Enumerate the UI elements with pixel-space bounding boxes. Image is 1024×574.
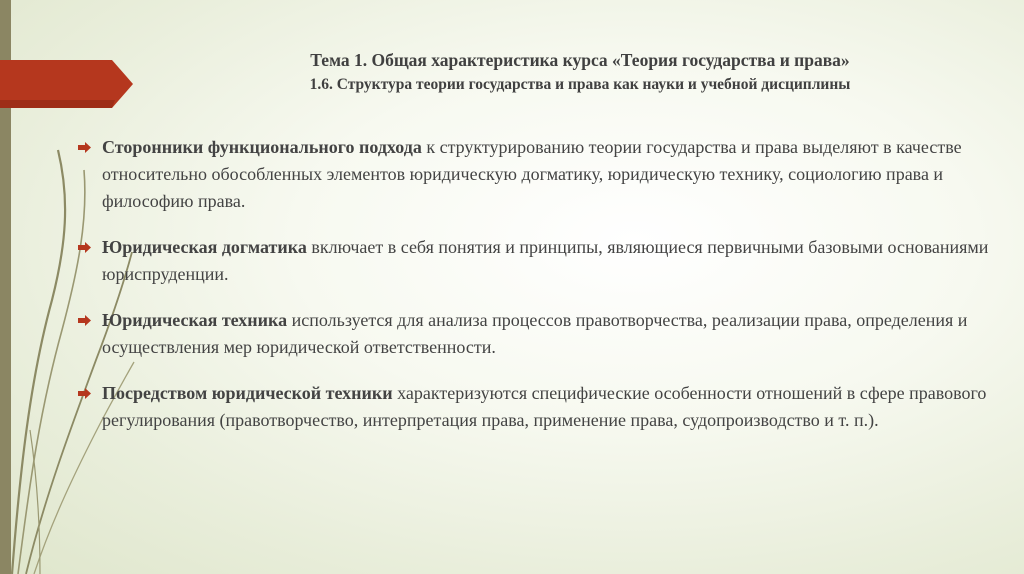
arrow-right-icon [78, 242, 91, 253]
bullet-item [78, 234, 998, 288]
slide-title: Тема 1. Общая характеристика курса «Теория государства и права» [310, 50, 850, 70]
bullet-item [78, 307, 998, 361]
arrow-right-icon [78, 315, 91, 326]
arrow-right-icon [78, 388, 91, 399]
bullet-item [78, 134, 998, 215]
slide-subtitle: 1.6. Структура теории государства и права как науки и учебной дисциплины [309, 76, 851, 93]
bullet-text: включает в себя понятия и принципы, являющиеся первичными базовыми основаниями юриспруденции. [102, 237, 989, 284]
bullet-bold-text: Юридическая догматика [102, 237, 307, 257]
bullet-bold-text: Посредством юридической техники [102, 383, 393, 403]
bullet-bold-text: Юридическая техника [102, 310, 288, 330]
arrow-right-icon [78, 142, 91, 153]
bullet-item [78, 380, 998, 434]
title-accent-arrow [0, 60, 133, 108]
bullet-bold-text: Сторонники функционального подхода [102, 137, 422, 157]
bullet-text: характеризуются специфические особенности отношений в сфере правового регулирования (правотворчество, интерпретация права, применение права, судопроизводство и т. п.). [102, 383, 987, 430]
slide-title-block [200, 47, 960, 97]
bullet-text: используется для анализа процессов правотворчества, реализации права, определения и осуществления мер юридической ответственности. [102, 310, 968, 357]
bullet-text: к структурированию теории государства и права выделяют в качестве относительно обособленных элементов юридическую догматику, юридическую технику, социологию права и философию права. [102, 137, 962, 211]
bullet-list [78, 134, 998, 453]
